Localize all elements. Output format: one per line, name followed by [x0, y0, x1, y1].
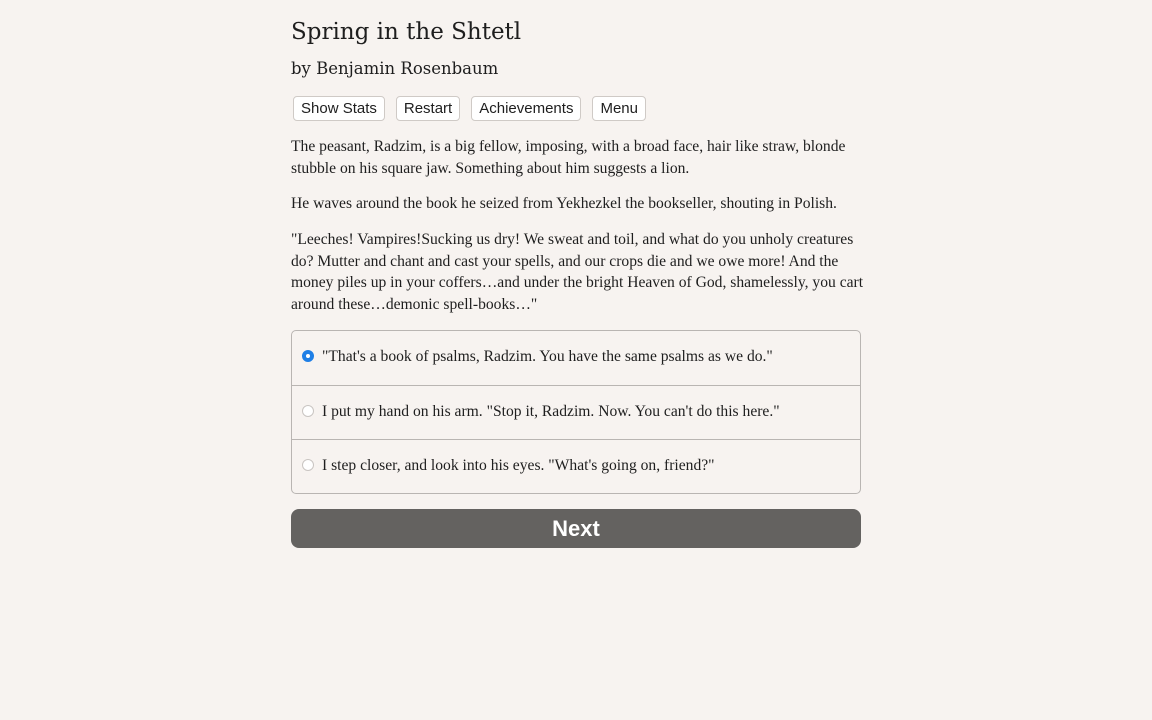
toolbar — [293, 96, 657, 121]
choice-option[interactable] — [292, 331, 860, 385]
restart-button[interactable]: Restart — [396, 96, 460, 121]
menu-button[interactable]: Menu — [592, 96, 646, 121]
choice-label: "That's a book of psalms, Radzim. You have the same psalms as we do." — [322, 348, 773, 365]
choice-label: I put my hand on his arm. "Stop it, Radzim. Now. You can't do this here." — [322, 403, 780, 420]
story-paragraph: "Leeches! Vampires!Sucking us dry! We sweat and toil, and what do you unholy creatures do? Mutter and chant and cast your spells, and our crops die and we owe more! And the money piles up in your coffers…and under the bright Heaven of God, shamelessly, you cart around these…demonic spell-books…" — [291, 231, 864, 313]
choice-option[interactable] — [292, 386, 860, 440]
radio-button[interactable] — [302, 350, 314, 362]
game-author: by Benjamin Rosenbaum — [291, 59, 499, 78]
radio-button[interactable] — [302, 405, 314, 417]
show-stats-button[interactable]: Show Stats — [293, 96, 385, 121]
choice-list — [291, 330, 861, 494]
next-button[interactable]: Next — [291, 509, 861, 548]
achievements-button[interactable]: Achievements — [471, 96, 581, 121]
story-paragraph: The peasant, Radzim, is a big fellow, imposing, with a broad face, hair like straw, blonde stubble on his square jaw. Something about him suggests a lion. — [291, 138, 846, 177]
game-title: Spring in the Shtetl — [291, 19, 522, 45]
radio-button[interactable] — [302, 459, 314, 471]
choice-label: I step closer, and look into his eyes. "What's going on, friend?" — [322, 457, 715, 474]
choice-option[interactable] — [292, 440, 860, 494]
story-paragraph: He waves around the book he seized from Yekhezkel the bookseller, shouting in Polish. — [291, 195, 837, 212]
